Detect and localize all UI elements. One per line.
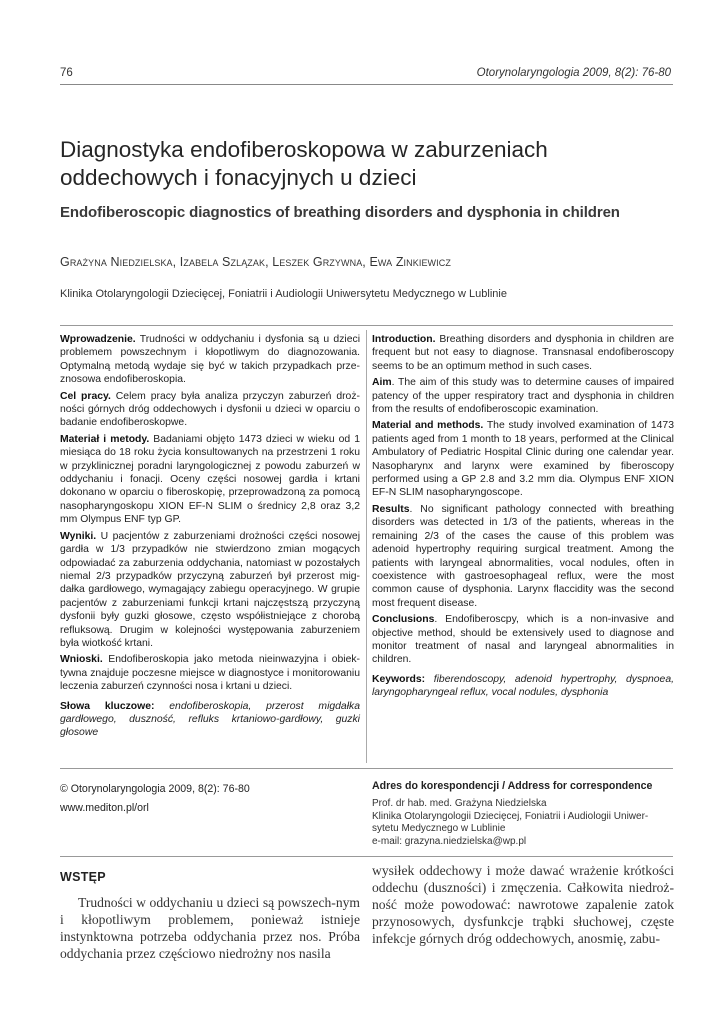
header-divider xyxy=(60,84,673,85)
journal-citation: Otorynolaryngologia 2009, 8(2): 76-80 xyxy=(476,67,671,79)
abstract-pl-paragraph: Cel pracy. Celem pracy była analiza przyczyn zaburzeń droż-ności górnych dróg oddechowych i dysfonii u dzieci w oparciu o badanie endofiberoskopwe. xyxy=(60,390,360,429)
abstract-en-paragraph: Material and methods. The study involved examination of 1473 patients aged from 1 month to 18 years, performed at the Clinical Ambulatory of Pediatric Hospital Clinic during one calendar year. Nasopharynx and larynx were examined by fiberoscopy performed using a GP 2.8 and 3.2 mm dia. Olympus ENF XION EF-N SLIM nasopharyngoscope. xyxy=(372,420,674,499)
correspondence-block xyxy=(372,780,677,848)
footer-top-divider xyxy=(60,768,673,769)
body-text-left: Trudności w oddychaniu u dzieci są powszech-nym i kłopotliwym problemem, ponieważ istnieje instynktowna potrzeba oddychania przez nos. Próba oddychania przez częściowo niedrożny nos nasila xyxy=(60,895,360,961)
abstract-polish xyxy=(60,333,360,743)
abstract-pl-paragraph: Wyniki. U pacjentów z zaburzeniami drożności części nosowej gardła w 1/3 przypadków nie stwierdzono zmian mogących odpowiadać za zaburzenia oddychania, natomiast w pozostałych niemal 2/3 przypadków przyczyną zaburzeń był przerost mig-dałka gardłowego, wymagający zabiegu operacyjnego. W grupie pacjentów z zaburzeniami funkcji krtani najczęstszą przyczyną dysfonii były guzki głosowe, często współistniejące z chorobą refluksową. Drugim w kolejności występowania zaburzeniem była wiotkość krtani. xyxy=(60,530,360,649)
body-text-right: wysiłek oddechowy i może dawać wrażenie krótkości oddechu (duszności) i zmęczenia. Całkowita niedroż-ność może powodować: nawrotowe zapalenie zatok przynosowych, dysfunkcje trąbki słuchowej, częste infekcje górnych dróg oddechowych, anosmię, zabu- xyxy=(372,863,674,946)
authors: Grażyna Niedzielska, Izabela Szlązak, Leszek Grzywna, Ewa Zinkiewicz xyxy=(60,255,451,269)
correspondence-line: sytetu Medycznego w Lublinie xyxy=(372,823,506,835)
footer-left xyxy=(60,780,250,818)
correspondence-line: Klinika Otolaryngologii Dziecięcej, Foniatrii i Audiologii Uniwer- xyxy=(372,810,649,822)
keywords-polish: Słowa kluczowe: endofiberoskopia, przerost migdałka gardłowego, duszność, refluks krtaniowo-gardłowy, guzki głosowe xyxy=(60,700,360,739)
article-title-polish: Diagnostyka endofiberoskopowa w zaburzeniach oddechowych i fonacyjnych u dzieci xyxy=(60,137,548,190)
section-title: WSTĘP xyxy=(60,870,106,884)
copyright: © Otorynolaryngologia 2009, 8(2): 76-80 xyxy=(60,783,250,795)
abstract-english xyxy=(372,333,674,703)
abstract-top-divider xyxy=(60,325,673,326)
abstract-pl-paragraph: Materiał i metody. Badaniami objęto 1473 dzieci w wieku od 1 miesiąca do 18 roku życia konsultowanych na przestrzeni 1 roku w przyklinicznej poradni laryngologicznej z powodu zaburzeń w oddychaniu i fonacji. Oceny części nosowej gardła i krtani dokonano w oparciu o fiberoskopię, przeprowadzoną za pomocą nasopharyngoskopu XION EF-N SLIM o średnicy 2,8 oraz 3,2 mm Olympus ENF typ GP. xyxy=(60,433,360,526)
abstract-en-paragraph: Results. No significant pathology connected with breathing disorders was detected in 1/3 of the patients, whereas in the remaining 2/3 of the cases the cause of this problem was adenoid hypertrophy requiring surgical treatment. Among the patients with laryngeal abnormalities, vocal nodules, often in coexistence with gastroesophageal reflux, were the most common cause of dysphonia. Larynx flaccidity was the second most frequent disease. xyxy=(372,503,674,609)
keywords-english: Keywords: fiberendoscopy, adenoid hypertrophy, dyspnoea, laryngopharyngeal reflux, vocal nodules, dysphonia xyxy=(372,673,674,699)
journal-url[interactable]: www.mediton.pl/orl xyxy=(60,802,149,814)
affiliation: Klinika Otolaryngologii Dziecięcej, Foniatrii i Audiologii Uniwersytetu Medycznego w Lublinie xyxy=(60,288,507,300)
correspondence-line: Prof. dr hab. med. Grażyna Niedzielska xyxy=(372,798,547,810)
body-top-divider xyxy=(60,856,673,857)
correspondence-email[interactable]: e-mail: grazyna.niedzielska@wp.pl xyxy=(372,835,527,847)
abstract-en-paragraph: Introduction. Breathing disorders and dysphonia in children are frequent but not easy to diagnose. Transnasal endofiberoscopy seems to be an optimum method in such cases. xyxy=(372,334,674,372)
correspondence-heading: Adres do korespondencji / Address for correspondence xyxy=(372,780,653,792)
abstract-pl-paragraph: Wnioski. Endofiberoskopia jako metoda nieinwazyjna i obiek-tywna znajduje poczesne miejsce w diagnostyce i monitorowaniu leczenia zaburzeń czynności nosa i krtani u dzieci. xyxy=(60,654,360,693)
abstract-en-paragraph: Conclusions. Endofiberoscpy, which is a non-invasive and objective method, should be extensively used to diagnose and monitor treatment of nasal and laryngeal abnormalities in children. xyxy=(372,614,674,666)
abstract-pl-paragraph: Wprowadzenie. Trudności w oddychaniu i dysfonia są u dzieci problemem powszechnym i kłopotliwym do diagnozowania. Optymalną metodą wydaje się być w takich przypadkach prze-znosowa endofiberoskopia. xyxy=(60,334,360,386)
column-divider xyxy=(366,330,367,763)
page-number: 76 xyxy=(60,67,73,79)
abstract-en-paragraph: Aim. The aim of this study was to determine causes of impaired patency of the upper respiratory tract and dysphonia in children from the results of endofiberoscopic examination. xyxy=(372,377,674,416)
article-title-english: Endofiberoscopic diagnostics of breathing disorders and dysphonia in children xyxy=(60,204,620,221)
